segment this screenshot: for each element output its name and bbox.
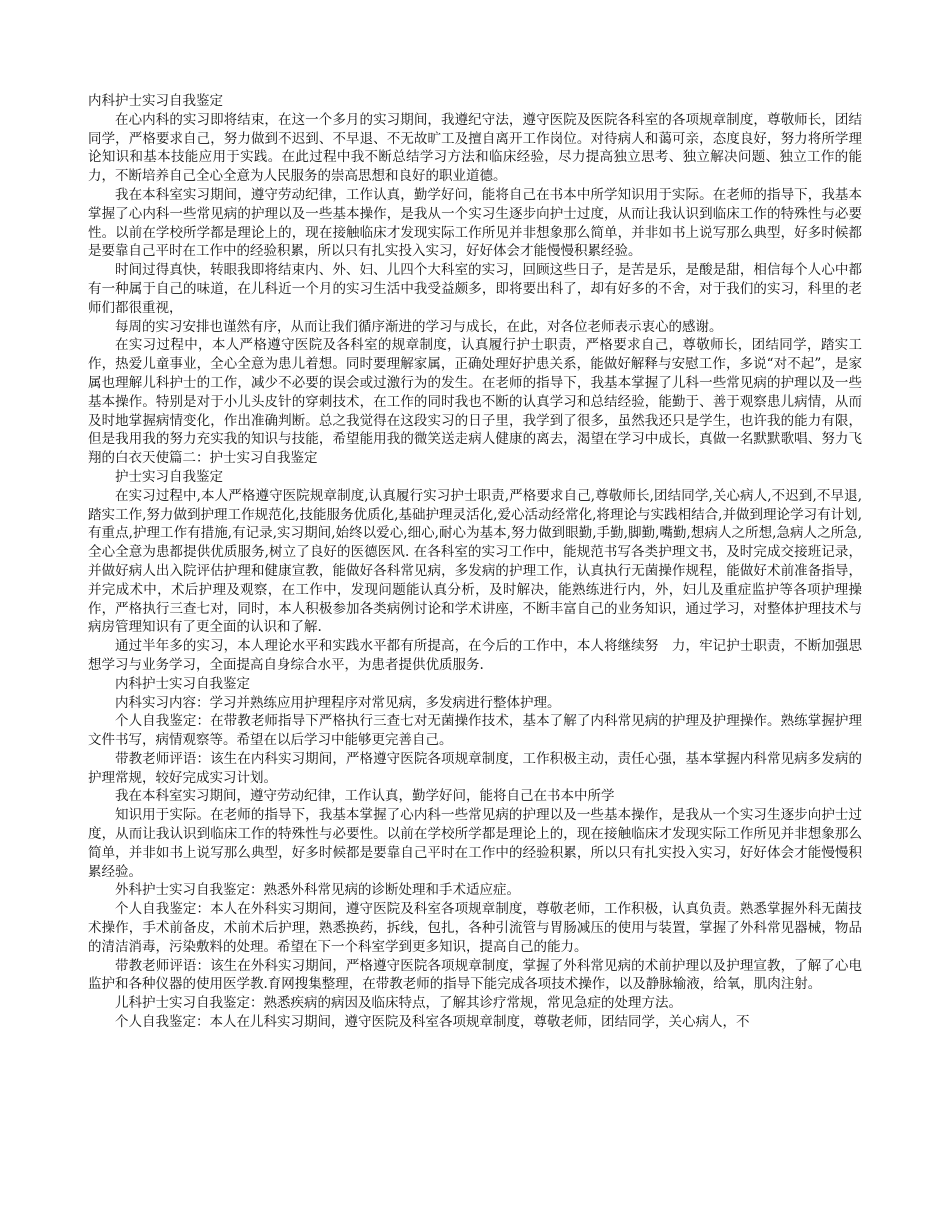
paragraph: 我在本科室实习期间，遵守劳动纪律，工作认真，勤学好问，能将自己在书本中所学 (115, 788, 615, 805)
paragraph: 内科护士实习自我鉴定 (115, 675, 250, 692)
paragraph: 护士实习自我鉴定 (115, 468, 223, 485)
paragraph: 个人自我鉴定：在带教老师指导下严格执行三查七对无菌操作技术，基本了解了内科常见病的护理及护理操作。熟练掌握护理文件书写，病情观察等。希望在以后学习中能够更完善自己。 (88, 713, 862, 749)
paragraph: 内科实习内容：学习并熟练应用护理程序对常见病，多发病进行整体护理。 (115, 694, 561, 711)
paragraph: 外科护士实习自我鉴定：熟悉外科常见病的诊断处理和手术适应症。 (115, 882, 520, 899)
paragraph: 时间过得真快，转眼我即将结束内、外、妇、儿四个大科室的实习，回顾这些日子，是苦是乐，是酸是甜，相信每个人心中都有一种属于自己的味道，在儿科近一个月的实习生活中我受益颇多，即将要出科了，却有好多的不舍，对于我们的实习，科里的老师们都很重视， (88, 262, 862, 316)
paragraph: 在实习过程中，本人严格遵守医院及各科室的规章制度，认真履行护士职责，严格要求自己，尊敬师长，团结同学，踏实工作，热爱儿童事业，全心全意为患儿着想。同时要理解家属，正确处理好护患关系，能做好解释与安慰工作，多说“对不起”，是家属也理解儿科护士的工作，减少不必要的误会或过激行为的发生。在老师的指导下，我基本掌握了儿科一些常见病的护理以及一些基本操作。特别是对于小儿头皮针的穿刺技术，在工作的同时我也不断的认真学习和总结经验，能勤于、善于观察患儿病情，从而及时地掌握病情变化，作出准确判断。总之我觉得在这段实习的日子里，我学到了很多，虽然我还只是学生，也许我的能力有限，但是我用我的努力充实我的知识与技能，希望能用我的微笑送走病人健康的离去，渴望在学习中成长，真做一名默默歌唱、努力飞翔的白衣天使篇二：护士实习自我鉴定 (88, 337, 862, 467)
paragraph: 知识用于实际。在老师的指导下，我基本掌握了心内科一些常见病的护理以及一些基本操作，是我从一个实习生逐步向护士过度，从而让我认识到临床工作的特殊性与必要性。以前在学校所学都是理论上的，现在接触临床才发现实际工作所见并非想象那么简单，并非如书上说写那么典型，好多时候都是要靠自己平时在工作中的经验积累，所以只有扎实投入实习，好好体会才能慢慢积累经验。 (88, 807, 862, 880)
paragraph: 儿科护士实习自我鉴定：熟悉疾病的病因及临床特点，了解其诊疗常规，常见急症的处理方法。 (115, 995, 682, 1012)
paragraph: 带教老师评语：该生在外科实习期间，严格遵守医院各项规章制度，掌握了外科常见病的术前护理以及护理宣教，了解了心电监护和各种仪器的使用医学教.育网搜集整理，在带教老师的指导下能完成各项技术操作，以及静脉输液，给氧，肌肉注射。 (88, 957, 862, 993)
paragraph: 带教老师评语：该生在内科实习期间，严格遵守医院各项规章制度，工作积极主动，责任心强，基本掌握内科常见病多发病的护理常规，较好完成实习计划。 (88, 750, 862, 786)
document-title: 内科护士实习自我鉴定 (88, 93, 223, 109)
paragraph: 在实习过程中,本人严格遵守医院规章制度,认真履行实习护士职责,严格要求自己,尊敬师长,团结同学,关心病人,不迟到,不早退,踏实工作,努力做到护理工作规范化,技能服务优质化,基础护理灵活化,爱心活动经常化,将理论与实践相结合,并做到理论学习有计划,有重点,护理工作有措施,有记录,实习期间,始终以爱心,细心,耐心为基本,努力做到眼勤,手勤,脚勤,嘴勤,想病人之所想,急病人之所急,全心全意为患都提供优质服务,树立了良好的医德医风. 在各科室的实习工作中，能规范书写各类护理文书，及时完成交接班记录，并做好病人出入院评估护理和健康宣教，能做好各科常见病，多发病的护理工作，认真执行无菌操作规程，能做好术前准备指导，并完成术中，术后护理及观察，在工作中，发现问题能认真分析，及时解决，能熟练进行内，外，妇儿及重症监护等各项护理操作，严格执行三查七对，同时，本人积极参加各类病例讨论和学术讲座，不断丰富自己的业务知识，通过学习，对整体护理技术与病房管理知识有了更全面的认识和了解. (88, 487, 862, 636)
paragraph: 我在本科室实习期间，遵守劳动纪律，工作认真，勤学好问，能将自己在书本中所学知识用于实际。在老师的指导下，我基本掌握了心内科一些常见病的护理以及一些基本操作，是我从一个实习生逐步向护士过度，从而让我认识到临床工作的特殊性与必要性。以前在学校所学都是理论上的，现在接触临床才发现实际工作所见并非想象那么简单，并非如书上说写那么典型，好多时候都是要靠自己平时在工作中的经验积累，所以只有扎实投入实习，好好体会才能慢慢积累经验。 (88, 186, 862, 260)
paragraph: 每周的实习安排也谨然有序，从而让我们循序渐进的学习与成长，在此，对各位老师表示衷心的感谢。 (115, 318, 723, 335)
paragraph: 个人自我鉴定：本人在儿科实习期间，遵守医院及科室各项规章制度，尊敬老师，团结同学，关心病人，不 (115, 1014, 750, 1031)
paragraph: 通过半年多的实习，本人理论水平和实践水平都有所提高，在今后的工作中，本人将继续努 力，牢记护士职责，不断加强思想学习与业务学习，全面提高自身综合水平，为患者提供优质服务. (88, 638, 862, 673)
document-body (88, 111, 862, 1032)
paragraph: 个人自我鉴定：本人在外科实习期间，遵守医院及科室各项规章制度，尊敬老师，工作积极，认真负责。熟悉掌握外科无菌技术操作，手术前备皮，术前术后护理，熟悉换药，拆线，包扎，各种引流管与胃肠减压的使用与装置，掌握了外科常见器械，物品的清洁消毒，污染敷料的处理。希望在下一个科室学到更多知识，提高自己的能力。 (88, 901, 862, 955)
paragraph: 在心内科的实习即将结束，在这一个多月的实习期间，我遵纪守法，遵守医院及医院各科室的各项规章制度，尊敬师长，团结同学，严格要求自己，努力做到不迟到、不早退、不无故旷工及擅自离开工作岗位。对待病人和蔼可亲，态度良好，努力将所学理论知识和基本技能应用于实践。在此过程中我不断总结学习方法和临床经验，尽力提高独立思考、独立解决问题、独立工作的能力，不断培养自己全心全意为人民服务的崇高思想和良好的职业道德。 (88, 111, 862, 185)
